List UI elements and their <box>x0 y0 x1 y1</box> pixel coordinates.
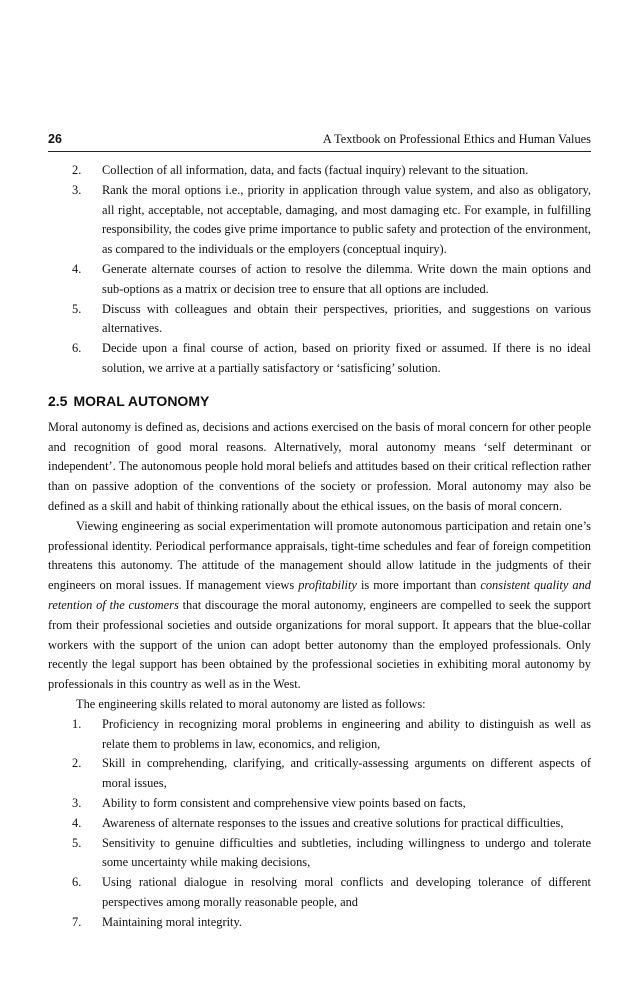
list-item-number: 2. <box>72 756 82 771</box>
section-heading <box>48 392 591 410</box>
running-header <box>48 132 591 152</box>
list-item <box>72 181 591 260</box>
skills-list <box>72 715 591 933</box>
list-item <box>72 715 591 755</box>
list-item-number: 4. <box>72 815 82 830</box>
emphasis-quality-retention: consistent quality and retention of the customers <box>48 578 591 612</box>
paragraph-text: is more important than <box>356 578 481 593</box>
list-item-number: 6. <box>72 875 82 890</box>
list-item-number: 7. <box>72 914 82 929</box>
list-item-text: Proficiency in recognizing moral problems in engineering and ability to distinguish as well as relate them to problems in law, economics, and religion, <box>102 716 591 751</box>
list-item-text: Sensitivity to genuine difficulties and subtleties, including willingness to undergo and tolerate some uncertainty while making decisions, <box>102 835 591 870</box>
list-item-number: 3. <box>72 182 82 197</box>
paragraph-skills-intro: The engineering skills related to moral autonomy are listed as follows: <box>76 696 426 711</box>
list-item-number: 4. <box>72 261 82 276</box>
list-item <box>72 913 591 933</box>
list-item-text: Discuss with colleagues and obtain their perspectives, priorities, and suggestions on various alternatives. <box>102 301 591 336</box>
list-item-number: 6. <box>72 341 82 356</box>
list-item-text: Collection of all information, data, and facts (factual inquiry) relevant to the situation. <box>102 163 529 177</box>
list-item-text: Awareness of alternate responses to the issues and creative solutions for practical difficulties, <box>102 815 564 830</box>
list-item-text: Using rational dialogue in resolving moral conflicts and developing tolerance of different perspectives among morally reasonable people, and <box>102 875 591 909</box>
list-item <box>72 834 591 874</box>
list-item <box>72 260 591 300</box>
paragraph-definition: Moral autonomy is defined as, decisions and actions exercised on the basis of moral concern for other people and recognition of good moral reasons. Alternatively, moral autonomy means ‘self determinant or independent’. The autonomous people hold moral beliefs and attitudes based on their critical reflection rather than on passive adoption of the conventions of the society or profession. Moral autonomy may also be defined as a skill and habit of thinking rationally about the ethical issues, on the basis of moral concern. <box>48 419 591 513</box>
decision-steps-list <box>72 161 591 379</box>
list-item-text: Generate alternate courses of action to resolve the dilemma. Write down the main options and sub-options as a matrix or decision tree to ensure that all options are included. <box>102 261 591 296</box>
list-item <box>72 794 591 814</box>
paragraph-social-experimentation <box>48 517 591 695</box>
list-item <box>72 814 591 834</box>
list-item-number: 5. <box>72 301 82 316</box>
list-item <box>72 300 591 340</box>
list-item-number: 1. <box>72 716 82 731</box>
list-item-number: 3. <box>72 795 82 810</box>
list-item <box>72 873 591 913</box>
list-item <box>72 161 591 181</box>
paragraph-text: Viewing engineering as social experimentation will promote autonomous participation and retain one’s professional identity. Periodical performance appraisals, tight-time schedules and fear of foreign competition threatens this autonomy. The attitude of the management should allow latitude in the judgments of their engineers on moral issues. If management views <box>48 518 591 593</box>
list-item <box>72 339 591 379</box>
section-title: MORAL AUTONOMY <box>73 392 210 409</box>
book-title: A Textbook on Professional Ethics and Human Values <box>322 132 591 146</box>
list-item-text: Maintaining moral integrity. <box>102 914 242 929</box>
list-item-text: Ability to form consistent and comprehensive view points based on facts, <box>102 795 466 810</box>
list-item-text: Decide upon a final course of action, based on priority fixed or assumed. If there is no ideal solution, we arrive at a partially satisfactory or ‘satisficing’ solution. <box>102 341 591 375</box>
emphasis-profitability: profitability <box>298 578 357 593</box>
list-item-text: Rank the moral options i.e., priority in application through value system, and also as obligatory, all right, acceptable, not acceptable, damaging, and most damaging etc. For example, in fulfilling responsibility, the codes give prime importance to public safety and protection of the environment, as compared to the individuals or the employers (conceptual inquiry). <box>102 182 591 257</box>
page-body <box>48 161 591 932</box>
section-number: 2.5 <box>48 392 68 409</box>
list-item-text: Skill in comprehending, clarifying, and critically-assessing arguments on different aspects of moral issues, <box>102 756 591 791</box>
list-item-number: 2. <box>72 163 82 177</box>
list-item-number: 5. <box>72 835 82 850</box>
list-item <box>72 754 591 794</box>
paragraph-text: that discourage the moral autonomy, engineers are compelled to seek the support from their professional societies and outside organizations for moral support. It appears that the blue-collar workers with the support of the union can adopt better autonomy than the employed professionals. Only recently the legal support has been obtained by the professional societies in exhibiting moral autonomy by professionals in this country as well as in the West. <box>48 597 592 692</box>
page-number: 26 <box>48 132 62 146</box>
